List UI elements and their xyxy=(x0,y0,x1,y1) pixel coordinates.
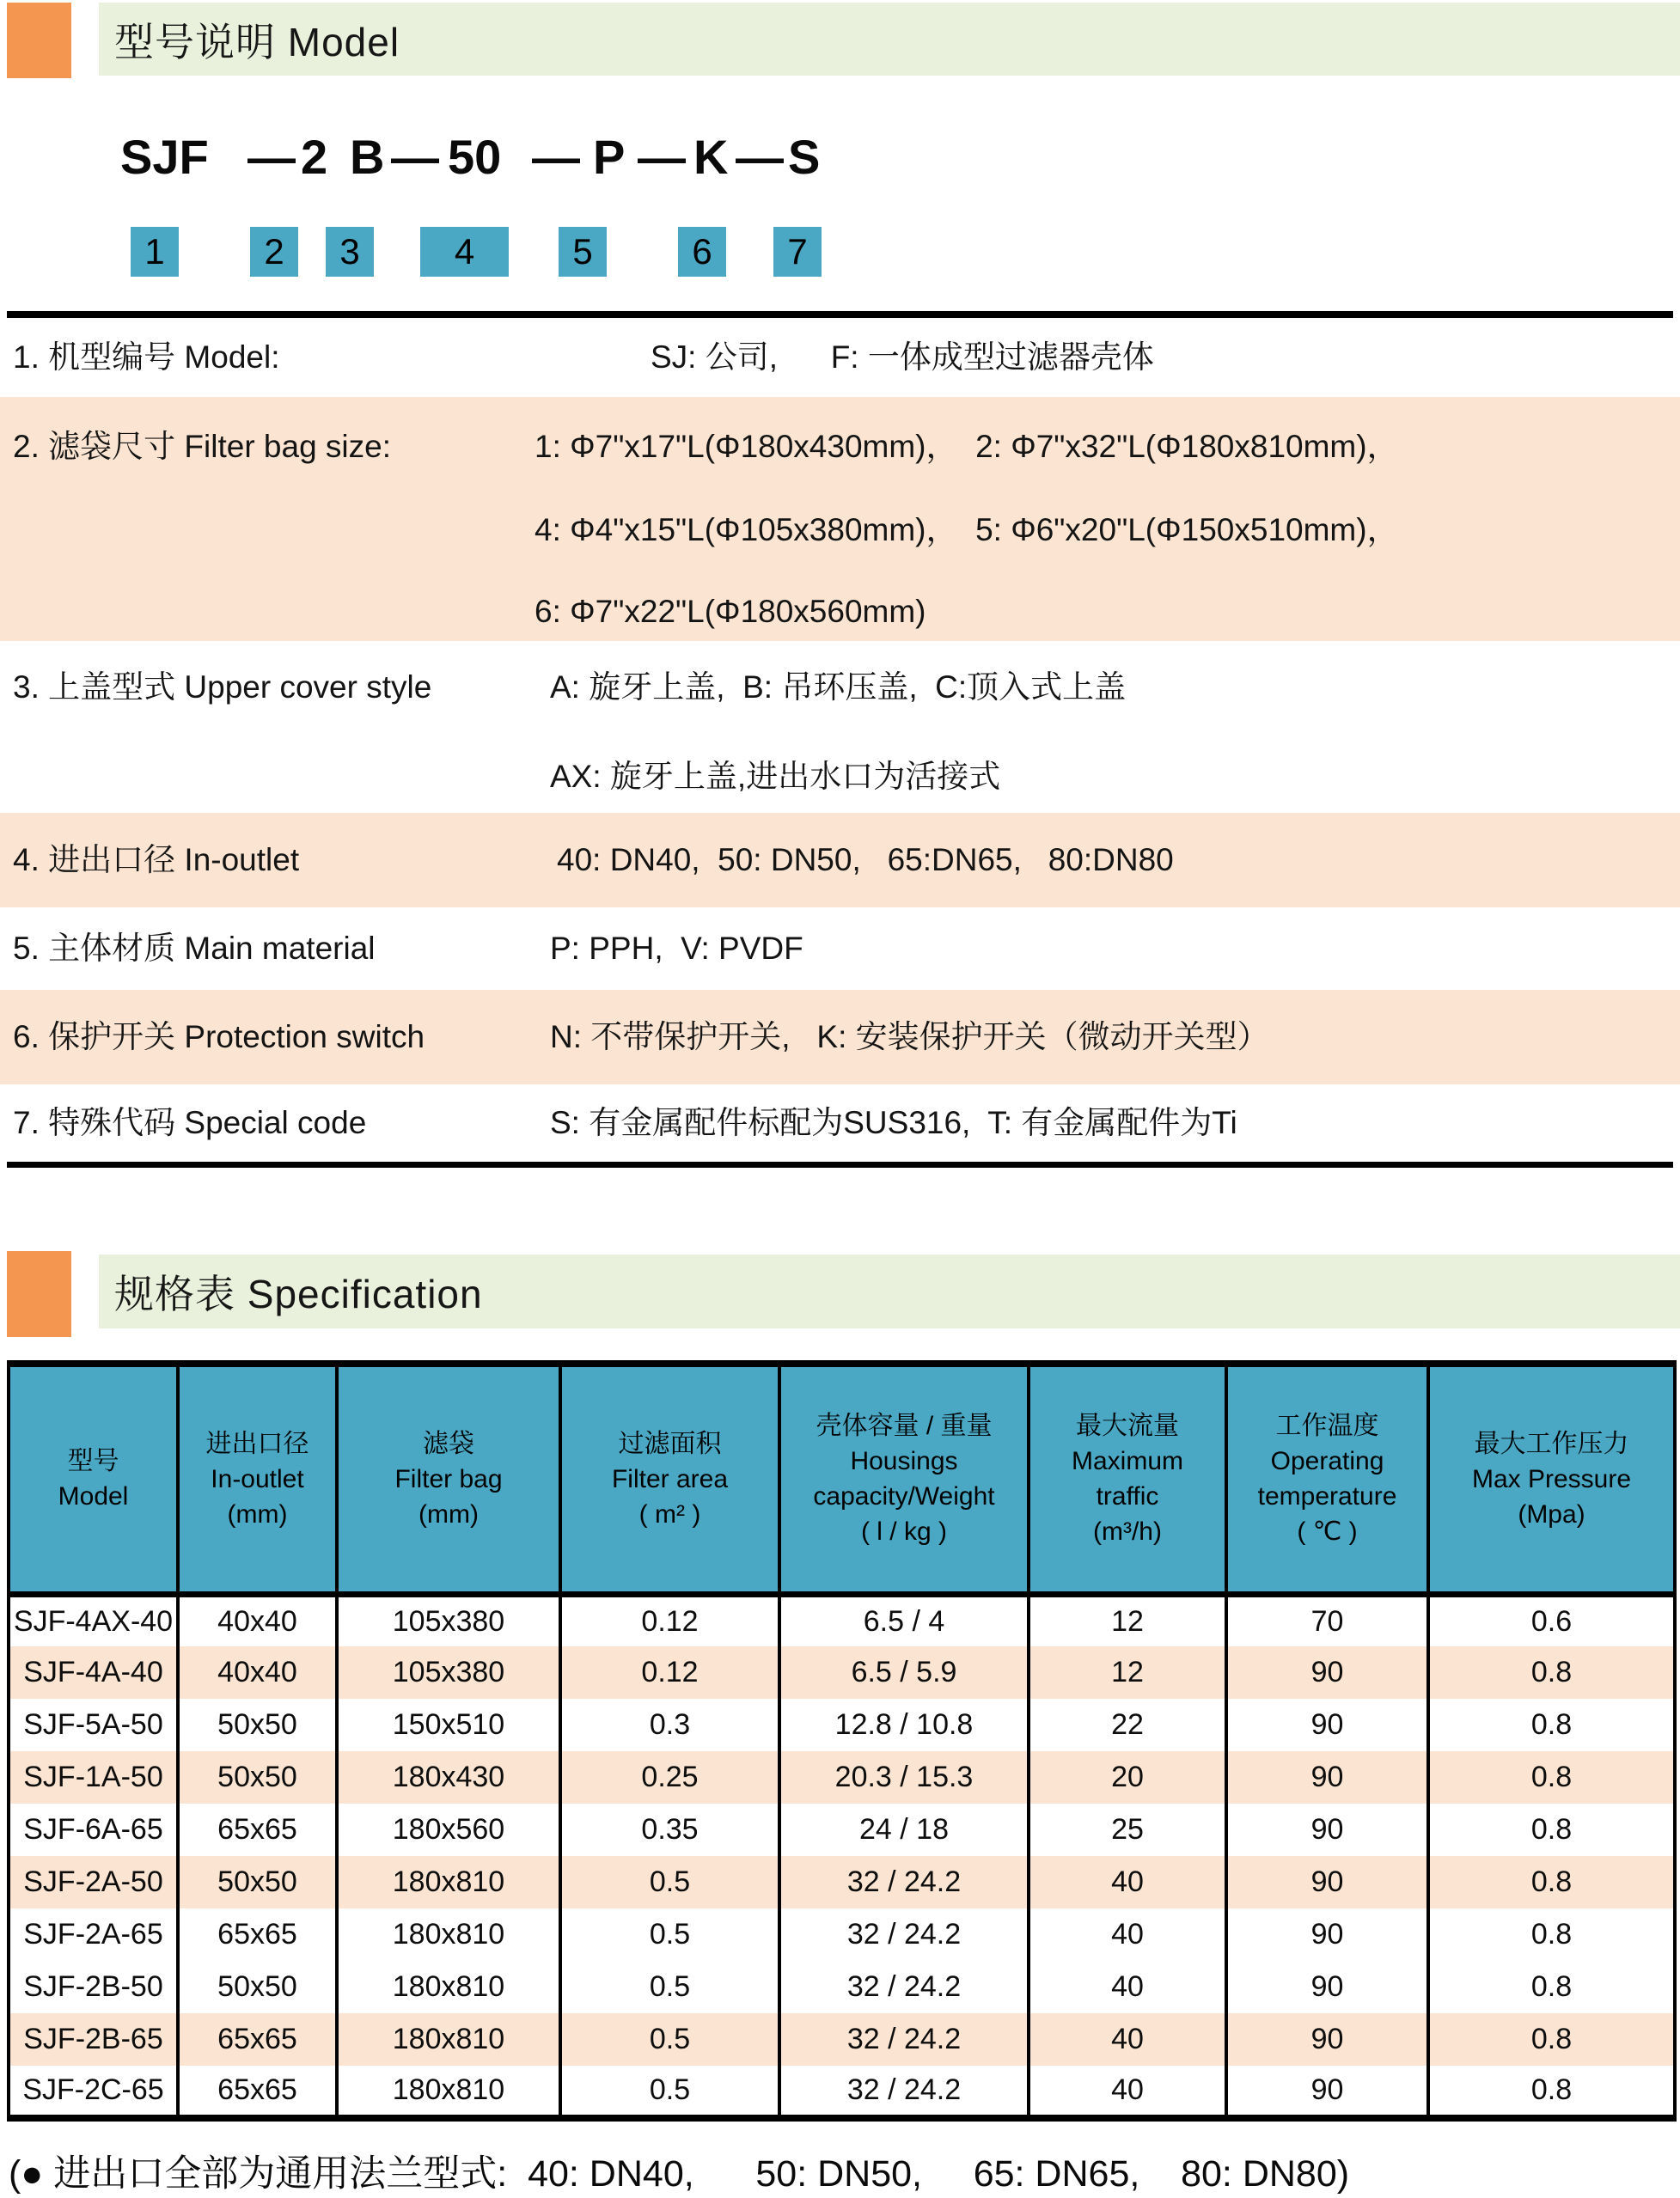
item-value: AX: 旋牙上盖,进出水口为活接式 xyxy=(550,759,1001,794)
item-value: 1: Φ7"x17"L(Φ180x430mm)， 2: Φ7"x32"L(Φ180x810mm)， xyxy=(535,429,1399,464)
item-label: 1. 机型编号 Model: xyxy=(13,339,280,375)
orange-accent-block xyxy=(7,3,71,78)
item-label: 5. 主体材质 Main material xyxy=(13,931,376,966)
position-box-7: 7 xyxy=(773,227,822,277)
position-box-3: 3 xyxy=(326,227,374,277)
column-header-filter-area: 过滤面积 Filter area ( m² ) xyxy=(560,1364,779,1594)
list-item xyxy=(0,907,1680,990)
position-box-6: 6 xyxy=(678,227,726,277)
column-header-operating-temperature: 工作温度 Operating temperature ( ℃ ) xyxy=(1226,1364,1428,1594)
table-body xyxy=(9,1594,1675,2118)
code-dash: — xyxy=(247,130,296,184)
item-label: 3. 上盖型式 Upper cover style xyxy=(13,669,432,705)
position-box-5: 5 xyxy=(559,227,607,277)
table-row: SJF-2A-65 65x65 180x810 0.5 32 / 24.2 40 90 0.8 xyxy=(9,1908,1675,1961)
list-item xyxy=(0,397,1680,641)
orange-accent-block xyxy=(7,1251,71,1337)
code-segment: SJF xyxy=(120,130,209,184)
column-header-max-traffic: 最大流量 Maximum traffic (m³/h) xyxy=(1029,1364,1226,1594)
position-box-1: 1 xyxy=(131,227,179,277)
code-segment: B xyxy=(350,130,385,184)
item-value: 40: DN40, 50: DN50, 65:DN65, 80:DN80 xyxy=(557,842,1174,877)
code-segment: K xyxy=(693,130,729,184)
model-section-title: 型号说明 Model xyxy=(114,19,400,64)
code-dash: — xyxy=(736,130,784,184)
table-row: SJF-2A-50 50x50 180x810 0.5 32 / 24.2 40 90 0.8 xyxy=(9,1856,1675,1908)
position-box-4: 4 xyxy=(420,227,509,277)
column-header-filter-bag: 滤袋 Filter bag (mm) xyxy=(337,1364,560,1594)
list-item xyxy=(0,318,1680,397)
position-box-2: 2 xyxy=(250,227,298,277)
table-row: SJF-4A-40 40x40 105x380 0.12 6.5 / 5.9 12 90 0.8 xyxy=(9,1646,1675,1699)
list-item xyxy=(0,1084,1680,1162)
table-row: SJF-2C-65 65x65 180x810 0.5 32 / 24.2 40 90 0.8 xyxy=(9,2066,1675,2118)
code-dash: — xyxy=(391,130,439,184)
list-item xyxy=(0,990,1680,1084)
spec-header-band xyxy=(99,1255,1680,1328)
column-header-model: 型号 Model xyxy=(9,1364,178,1594)
item-label: 7. 特殊代码 Special code xyxy=(13,1105,367,1140)
table-row: SJF-2B-65 65x65 180x810 0.5 32 / 24.2 40 90 0.8 xyxy=(9,2013,1675,2066)
item-label: 6. 保护开关 Protection switch xyxy=(13,1019,425,1054)
column-header-in-outlet: 进出口径 In-outlet (mm) xyxy=(178,1364,337,1594)
code-segment: S xyxy=(788,130,821,184)
code-segment: 50 xyxy=(448,130,502,184)
item-value: N: 不带保护开关, K: 安装保护开关（微动开关型） xyxy=(550,1019,1269,1054)
code-dash: — xyxy=(532,130,580,184)
column-header-capacity-weight: 壳体容量 / 重量 Housings capacity/Weight ( l / kg ) xyxy=(779,1364,1029,1594)
item-value: 4: Φ4"x15"L(Φ105x380mm)， 5: Φ6"x20"L(Φ150x510mm)， xyxy=(535,512,1399,547)
item-value: 6: Φ7"x22"L(Φ180x560mm) xyxy=(535,594,926,629)
item-label: 2. 滤袋尺寸 Filter bag size: xyxy=(13,429,392,464)
code-segment: P xyxy=(593,130,626,184)
list-item xyxy=(0,813,1680,907)
item-value: S: 有金属配件标配为SUS316, T: 有金属配件为Ti xyxy=(550,1105,1237,1140)
table-row: SJF-1A-50 50x50 180x430 0.25 20.3 / 15.3 20 90 0.8 xyxy=(9,1751,1675,1804)
item-value: SJ: 公司, F: 一体成型过滤器壳体 xyxy=(651,339,1154,375)
item-value: A: 旋牙上盖, B: 吊环压盖, C:顶入式上盖 xyxy=(550,669,1127,705)
spec-section-title: 规格表 Specification xyxy=(114,1272,483,1316)
code-segment: 2 xyxy=(301,130,328,184)
divider-bottom xyxy=(7,1162,1673,1168)
flange-footnote: (● 进出口全部为通用法兰型式: 40: DN40, 50: DN50, 65: DN65, 80: DN80) xyxy=(9,2153,1350,2195)
item-value: P: PPH, V: PVDF xyxy=(550,931,803,966)
table-row: SJF-5A-50 50x50 150x510 0.3 12.8 / 10.8 22 90 0.8 xyxy=(9,1699,1675,1751)
column-header-max-pressure: 最大工作压力 Max Pressure (Mpa) xyxy=(1428,1364,1675,1594)
specification-table xyxy=(7,1360,1677,2122)
list-item xyxy=(0,641,1680,813)
table-header xyxy=(9,1364,1675,1594)
item-label: 4. 进出口径 In-outlet xyxy=(13,842,300,877)
table-row: SJF-2B-50 50x50 180x810 0.5 32 / 24.2 40 90 0.8 xyxy=(9,1961,1675,2013)
table-row: SJF-6A-65 65x65 180x560 0.35 24 / 18 25 90 0.8 xyxy=(9,1804,1675,1856)
divider-top xyxy=(7,311,1673,318)
model-header-band xyxy=(99,3,1680,76)
code-dash: — xyxy=(638,130,686,184)
table-row: SJF-4AX-40 40x40 105x380 0.12 6.5 / 4 12 70 0.6 xyxy=(9,1594,1675,1646)
